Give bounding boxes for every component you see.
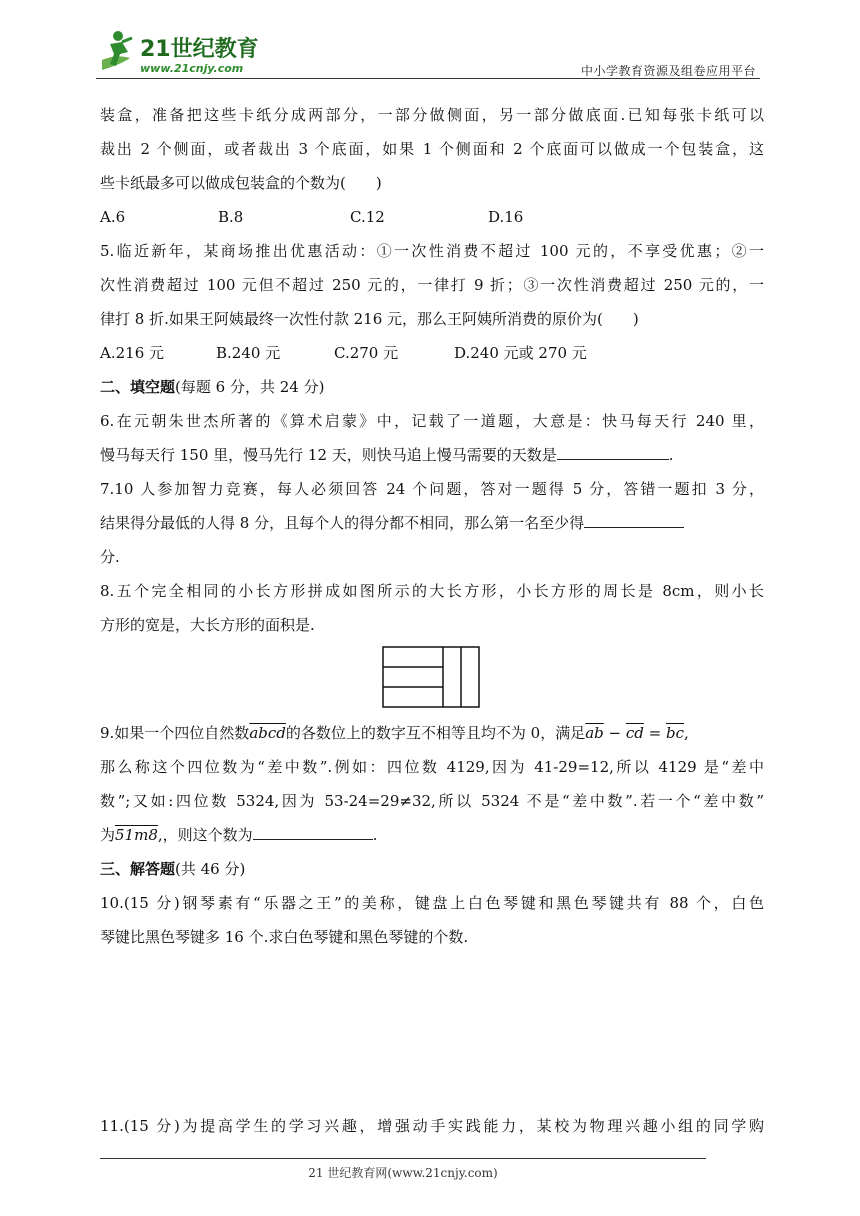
q9-abcd: abcd [249,724,286,742]
q9-line4-a: 为 [100,826,116,844]
q5-option-c: C.270 元 [334,344,399,362]
q5-line2: 次性消费超过 100 元但不超过 250 元的，一律打 9 折；③一次性消费超过 250 元的，一 [100,276,764,294]
q6-line1: 6.在元朝朱世杰所著的《算术启蒙》中，记载了一道题，大意是：快马每天行 240 里， [100,412,764,430]
q6-line2-text: 慢马每天行 150 里，慢马先行 12 天，则快马追上慢马需要的天数是 [100,446,557,464]
q4-option-a: A.6 [100,208,126,226]
footer-rule [100,1158,706,1159]
q9-ab: $\overline{ab}$ [585,724,604,742]
q9-line4 [100,818,764,852]
section-fill-in [100,370,764,404]
q4-option-c: C.12 [350,208,385,226]
q9-line1-a: 9.如果一个四位自然数 [100,724,250,742]
q4-option-b: B.8 [218,208,244,226]
q10-line1: 10.(15 分)钢琴素有“乐器之王”的美称，键盘上白色琴键和黑色琴键共有 88 个，白色 [100,894,764,912]
tagline: 中小学教育资源及组卷应用平台 [580,64,756,78]
q5-option-d: D.240 元或 270 元 [454,344,587,362]
section2-title: 二、填空题 [100,378,176,396]
q9-line1-b: 的各数位上的数字互不相等且均不为 0，满足 [285,724,586,742]
logo-icon [96,24,266,78]
q8-figure [100,642,764,716]
q9-number: 51m8 [115,826,158,844]
q5-line1: 5.临近新年，某商场推出优惠活动：①一次性消费不超过 100 元的，不享受优惠；②一 [100,242,764,260]
q9-answer-blank[interactable] [253,819,373,840]
section2-note: (每题 6 分，共 24 分) [175,378,325,396]
q9-minus: − [603,724,626,742]
document-body [100,98,764,1143]
q4-line3: 些卡纸最多可以做成包装盒的个数为( ) [100,174,382,192]
q9-line4-end: . [372,826,378,844]
q9-line1-c: , [684,724,689,742]
q9-cd: $\overline{cd}$ [625,724,644,742]
logo-url: www.21cnjy.com [140,62,244,75]
q6-line2-end: . [668,446,674,464]
q9-bc: $\overline{bc}$ [665,724,684,742]
q7-line2 [100,506,764,540]
q5-option-b: B.240 元 [216,344,281,362]
q5-options [100,336,764,370]
section3-title: 三、解答题 [100,860,176,878]
q4-option-d: D.16 [488,208,524,226]
q4-line2: 裁出 2 个侧面，或者裁出 3 个底面，如果 1 个侧面和 2 个底面可以做成一个包装盒，这 [100,140,764,158]
q4-line1: 装盒，准备把这些卡纸分成两部分，一部分做侧面，另一部分做底面.已知每张卡纸可以 [100,106,764,124]
q8-line2: 方形的宽是，大长方形的面积是. [100,616,315,634]
q5-option-a: A.216 元 [100,344,164,362]
q7-answer-blank[interactable] [584,507,684,528]
q11-line1: 11.(15 分)为提高学生的学习兴趣，增强动手实践能力，某校为物理兴趣小组的同学购 [100,1117,764,1135]
page-footer: 21 世纪教育网(www.21cnjy.com) [308,1166,498,1180]
q7-line1: 7.10 人参加智力竞赛，每人必须回答 24 个问题，答对一题得 5 分，答错一题扣 3 分， [100,480,764,498]
q9-line3: 数”;又如:四位数 5324,因为 53-24=29≠32,所以 5324 不是“差中数”.若一个“差中数” [100,792,764,810]
q7-line2-text: 结果得分最低的人得 8 分，且每个人的得分都不相同，那么第一名至少得 [100,514,585,532]
q10-line2: 琴键比黑色琴键多 16 个.求白色琴键和黑色琴键的个数. [100,928,469,946]
section-answer [100,852,764,886]
answer-space [100,954,764,1109]
large-rectangle [383,647,479,707]
q5-line3: 律打 8 折.如果王阿姨最终一次性付款 216 元，那么王阿姨所消费的原价为( ) [100,310,639,328]
q4-options [100,200,764,234]
logo-text: 21世纪教育 [140,37,259,62]
q6-answer-blank[interactable] [557,439,669,460]
q7-line3: 分. [100,548,120,566]
page-header [96,24,760,80]
q9-line1 [100,716,764,750]
q6-line2 [100,438,764,472]
q8-line1: 8.五个完全相同的小长方形拼成如图所示的大长方形，小长方形的周长是 8cm，则小长 [100,582,764,600]
q9-line2: 那么称这个四位数为“差中数”.例如：四位数 4129,因为 41-29=12,所以 4129 是“差中 [100,758,764,776]
header-rule [96,78,760,79]
q9-line4-b: ,，则这个数为 [157,826,253,844]
rectangle-figure [382,646,482,710]
section3-note: (共 46 分) [175,860,246,878]
q9-eq: = [643,724,666,742]
